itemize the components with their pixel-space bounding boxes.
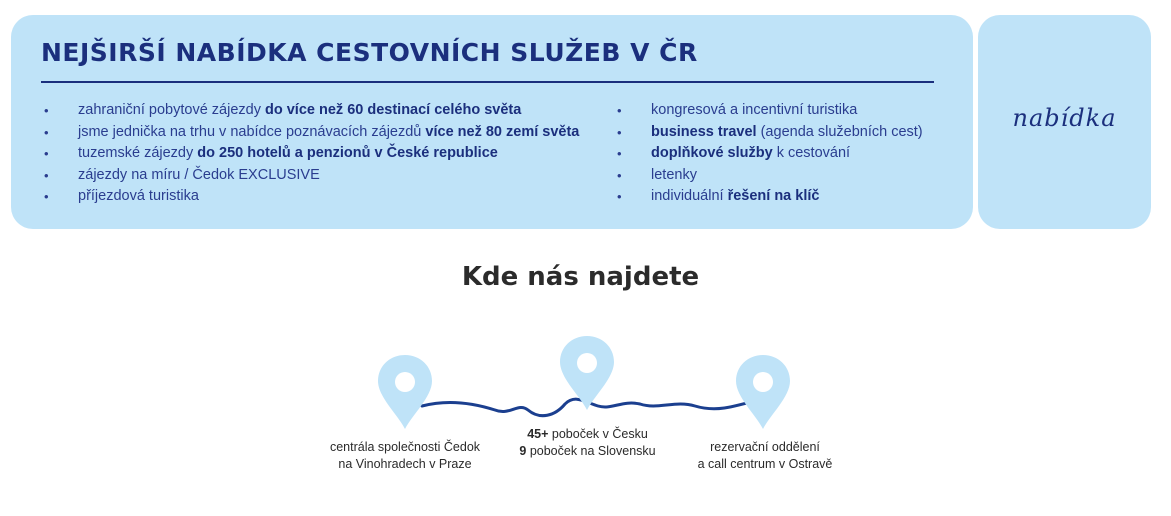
location-line: na Vinohradech v Praze: [338, 457, 472, 471]
location-line: 9 poboček na Slovensku: [519, 444, 656, 458]
location-branches: [495, 426, 680, 460]
heading-divider: [41, 81, 934, 83]
offer-item: • tuzemské zájezdy do 250 hotelů a penzionů v České republice: [41, 143, 579, 165]
offer-item: • příjezdová turistika: [41, 186, 579, 208]
offer-item: • zahraniční pobytové zájezdy do více než 60 destinací celého světa: [41, 100, 579, 122]
location-line: 45+ poboček v Česku: [527, 427, 648, 441]
offer-item: • jsme jednička na trhu v nabídce poznávacích zájezdů více než 80 zemí světa: [41, 122, 579, 144]
location-prague: [310, 439, 500, 473]
locations-map: [360, 330, 820, 435]
map-pin-icon: [560, 336, 614, 410]
offer-item: • zájezdy na míru / Čedok EXCLUSIVE: [41, 165, 579, 187]
location-line: a call centrum v Ostravě: [697, 457, 833, 471]
offer-list-left: [41, 100, 579, 208]
offer-item: • doplňkové služby k cestování: [614, 143, 923, 165]
offer-list-right: [614, 100, 923, 208]
location-line: centrála společnosti Čedok: [329, 440, 481, 454]
map-pin-icon: [736, 355, 790, 429]
route-line: [422, 398, 765, 416]
stub-label: nabídka: [1012, 104, 1117, 132]
location-ostrava: [670, 439, 860, 473]
ticket-perforation: [973, 96, 977, 102]
offer-item: • individuální řešení na klíč: [614, 186, 923, 208]
offer-item: • letenky: [614, 165, 923, 187]
ticket-perforation: [973, 58, 977, 64]
location-line: rezervační oddělení: [710, 440, 820, 454]
ticket-perforation: [973, 176, 977, 182]
offer-item: • business travel (agenda služebních cest): [614, 122, 923, 144]
map-pin-icon: [378, 355, 432, 429]
offer-heading: NEJŠIRŠÍ NABÍDKA CESTOVNÍCH SLUŽEB V ČR: [41, 38, 698, 67]
ticket-perforation: [973, 136, 977, 142]
locations-title: Kde nás najdete: [461, 262, 700, 292]
offer-item: • kongresová a incentivní turistika: [614, 100, 923, 122]
